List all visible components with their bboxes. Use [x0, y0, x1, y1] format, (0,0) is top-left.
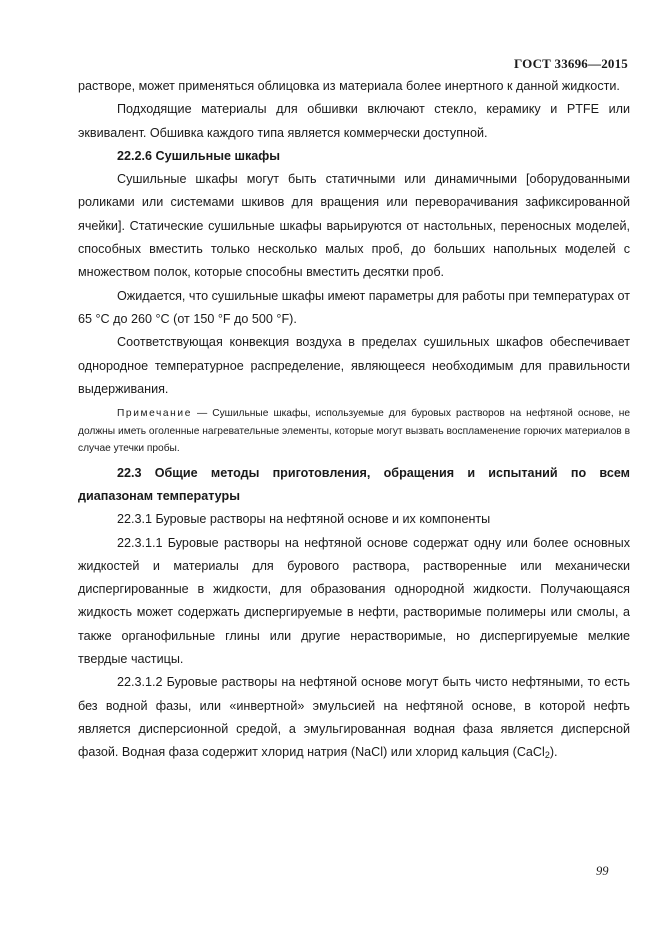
note [78, 405, 630, 458]
note-text: — Сушильные шкафы, используемые для буровых растворов на нефтяной основе, не должны иметь оголенные нагревательные элементы, которые могут вызвать воспламенение горючих материалов в случае утечки пробы. [78, 408, 630, 455]
paragraph-ovens-convection: Соответствующая конвекция воздуха в пределах сушильных шкафов обеспечивает однородное температурное распределение, являющееся необходимым для правильности выдерживания. [78, 335, 630, 396]
document-code: ГОСТ 33696—2015 [513, 56, 628, 71]
paragraph-22-3-1-2-end: ). [549, 745, 558, 760]
paragraph-22-3-1-2 [78, 671, 630, 764]
page-number: 99 [596, 864, 609, 878]
paragraph-22-3-1: 22.3.1 Буровые растворы на нефтяной основе и их компоненты [117, 512, 491, 527]
subscript-2: 2 [544, 750, 550, 761]
paragraph-liners: Подходящие материалы для обшивки включают стекло, керамику и PTFE или эквивалент. Обшивка каждого типа является коммерчески доступной. [78, 102, 630, 140]
section-heading-22-3: 22.3 Общие методы приготовления, обращения и испытаний по всем диапазонам температуры [78, 465, 630, 503]
paragraph-22-3-1-1: 22.3.1.1 Буровые растворы на нефтяной основе содержат одну или более основных жидкостей и материалы для бурового раствора, растворенные или механически диспергированные в жидкости, для образования однородной жидкости. Получающаяся жидкость может содержать диспергируемые в нефти, растворимые полимеры или смолы, а также органофильные глины или другие нерастворимые, но диспергируемые мелкие твердые частицы. [78, 535, 630, 667]
paragraph-ovens-types: Сушильные шкафы могут быть статичными или динамичными [оборудованными роликами или системами шкивов для вращения или переворачивания зафиксированной ячейки]. Статические сушильные шкафы варьируются от настольных, переносных моделей, способных вместить только несколько малых проб, до больших напольных моделей с множеством полок, которые способны вместить десятки проб. [78, 172, 630, 280]
document-body [78, 75, 630, 765]
note-label: Примечание [117, 408, 192, 420]
paragraph-ovens-temperature: Ожидается, что сушильные шкафы имеют параметры для работы при температурах от 65 °С до 260 °С (от 150 °F до 500 °F). [78, 288, 630, 326]
paragraph-continuation: растворе, может применяться облицовка из материала более инертного к данной жидкости. [78, 79, 620, 93]
section-heading-22-2-6: 22.2.6 Сушильные шкафы [117, 148, 281, 163]
paragraph-22-3-1-2-text: 22.3.1.2 Буровые растворы на нефтяной основе могут быть чисто нефтяными, то есть без водной фазы, или «инвертной» эмульсией на нефтяной основе, в которой нефть является дисперсионной средой, а эмульгированная водная фаза является дисперсной фазой. Водная фаза содержит хлорид натрия (NaCl) или хлорид кальция (CaCl [78, 675, 630, 760]
